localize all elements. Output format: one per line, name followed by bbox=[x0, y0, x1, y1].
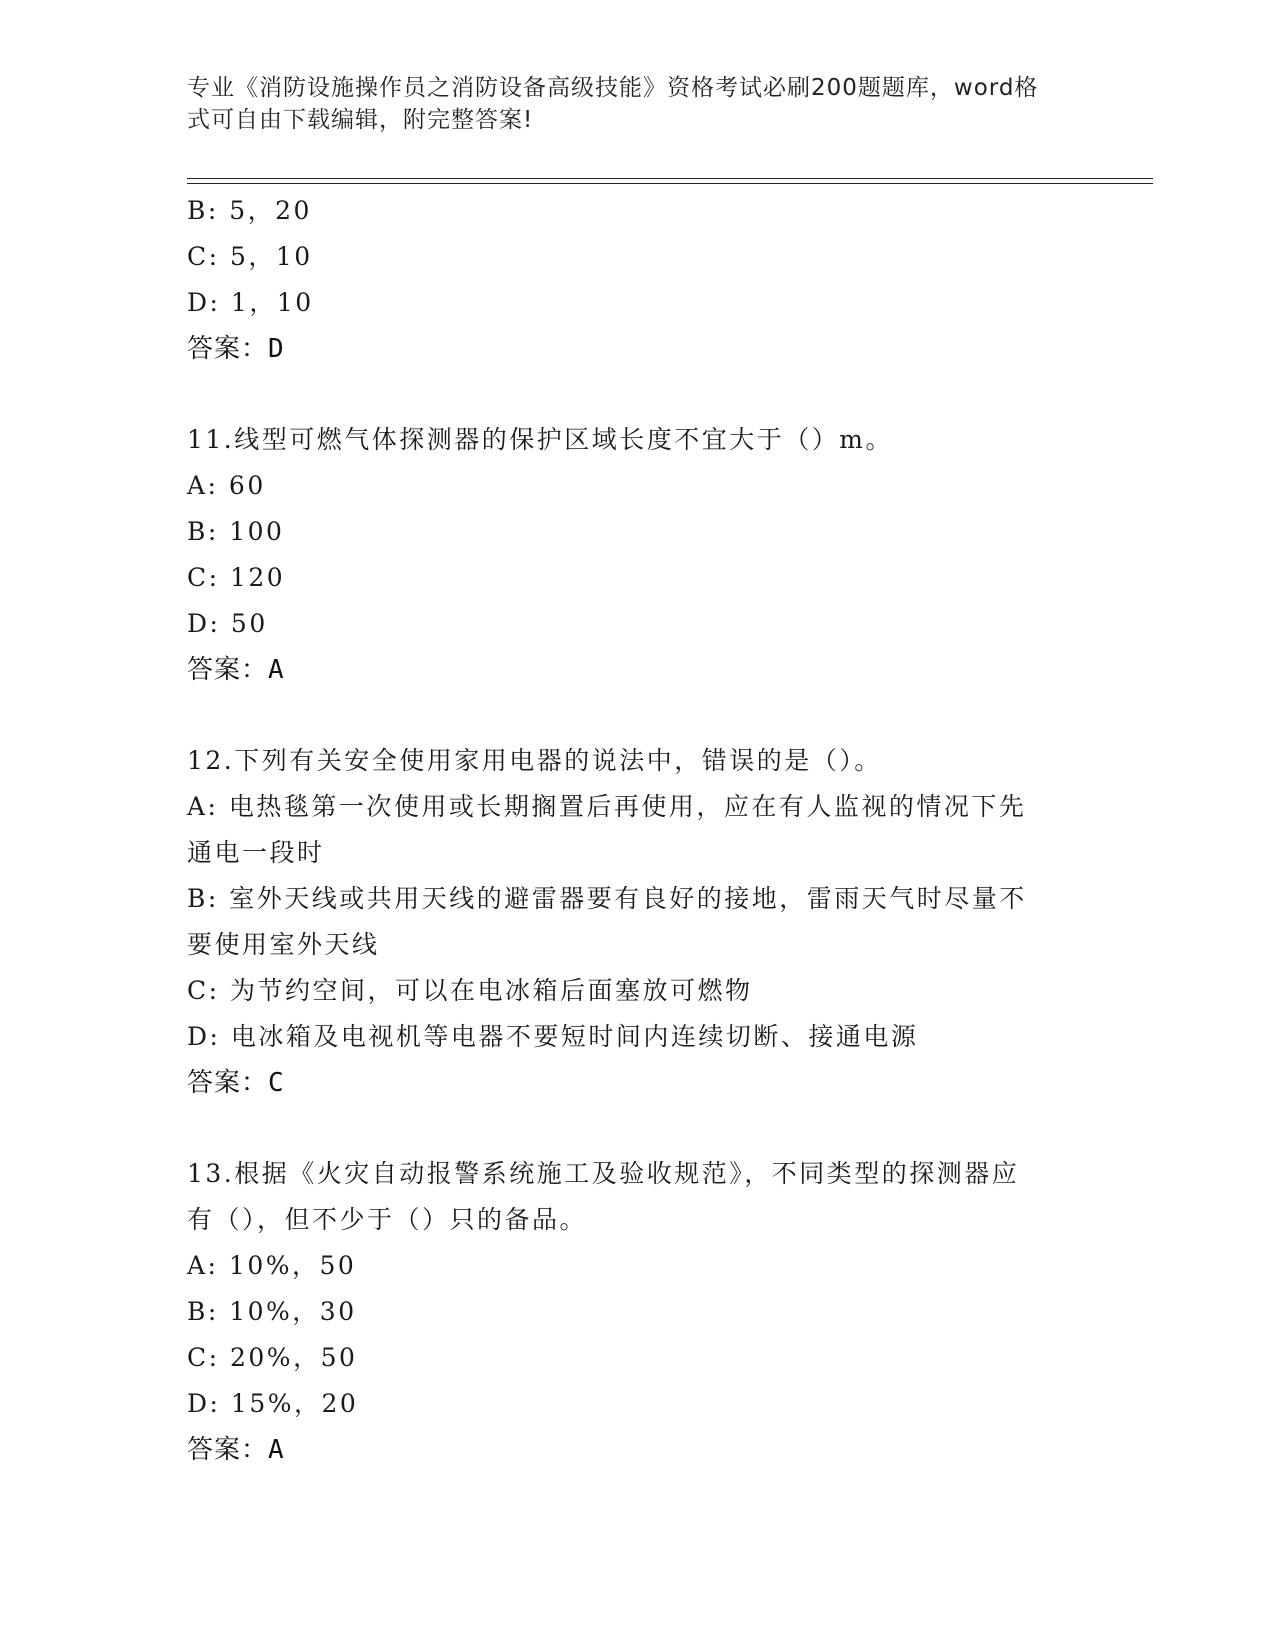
document-header bbox=[187, 72, 1067, 136]
option-line: C: 5，10 bbox=[187, 242, 313, 271]
question-10-tail bbox=[187, 188, 1087, 372]
option-line: A: 电热毯第一次使用或长期搁置后再使用，应在有人监视的情况下先 bbox=[187, 792, 1027, 821]
answer-line bbox=[187, 1427, 1087, 1473]
option-line: C: 为节约空间，可以在电冰箱后面塞放可燃物 bbox=[187, 976, 753, 1005]
option-line: B: 5，20 bbox=[187, 196, 312, 225]
option-line: 要使用室外天线 bbox=[187, 930, 380, 959]
question-stem: 11.线型可燃气体探测器的保护区域长度不宜大于（）m。 bbox=[187, 425, 893, 454]
header-line-1: 专业《消防设施操作员之消防设备高级技能》资格考试必刷200题题库，word格 bbox=[187, 75, 1039, 101]
option-line: B: 室外天线或共用天线的避雷器要有良好的接地，雷雨天气时尽量不 bbox=[187, 884, 1027, 913]
question-list bbox=[187, 188, 1087, 1473]
option-line: C: 120 bbox=[187, 563, 286, 592]
question-stem: 12.下列有关安全使用家用电器的说法中，错误的是（）。 bbox=[187, 746, 882, 775]
question-12 bbox=[187, 738, 1087, 1106]
option-line: B: 100 bbox=[187, 517, 285, 546]
header-divider-top bbox=[187, 178, 1153, 179]
question-11 bbox=[187, 417, 1087, 693]
answer-line bbox=[187, 326, 1087, 372]
option-line: B: 10%，30 bbox=[187, 1297, 357, 1326]
option-line: D: 15%，20 bbox=[187, 1389, 359, 1418]
option-line: D: 电冰箱及电视机等电器不要短时间内连续切断、接通电源 bbox=[187, 1022, 919, 1051]
answer-value: A bbox=[268, 1435, 285, 1465]
answer-label: 答案： bbox=[187, 1435, 269, 1465]
answer-label: 答案： bbox=[187, 334, 269, 364]
question-stem: 有（），但不少于（）只的备品。 bbox=[187, 1205, 588, 1234]
option-line: C: 20%，50 bbox=[187, 1343, 358, 1372]
question-13 bbox=[187, 1151, 1087, 1473]
answer-line bbox=[187, 1060, 1087, 1106]
question-stem: 13.根据《火灾自动报警系统施工及验收规范》，不同类型的探测器应 bbox=[187, 1159, 1020, 1188]
option-line: D: 1，10 bbox=[187, 288, 314, 317]
option-line: D: 50 bbox=[187, 609, 268, 638]
answer-value: A bbox=[268, 655, 285, 685]
header-line-2: 式可自由下载编辑，附完整答案! bbox=[187, 107, 534, 133]
option-line: A: 60 bbox=[187, 471, 266, 500]
answer-label: 答案： bbox=[187, 1068, 269, 1098]
header-divider-bottom bbox=[187, 183, 1153, 184]
answer-value: D bbox=[268, 334, 285, 364]
option-line: 通电一段时 bbox=[187, 838, 325, 867]
answer-line bbox=[187, 647, 1087, 693]
option-line: A: 10%，50 bbox=[187, 1251, 357, 1280]
answer-value: C bbox=[268, 1068, 285, 1098]
answer-label: 答案： bbox=[187, 655, 269, 685]
